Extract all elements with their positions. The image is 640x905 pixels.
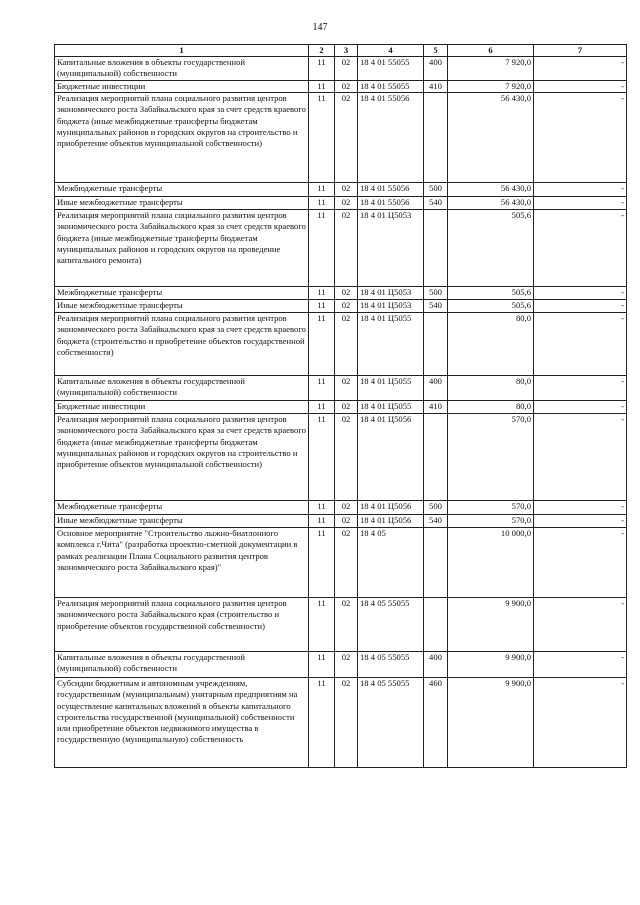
row-subsection: 02 [335,515,358,528]
row-target-code: 18 4 01 Ц5053 [358,300,424,313]
row-section: 11 [309,515,335,528]
row-name: Капитальные вложения в объекты государственной (муниципальной) собственности [55,57,309,81]
row-name: Иные межбюджетные трансферты [55,197,309,210]
table-row [55,376,627,401]
row-col7: - [534,401,627,414]
row-col7: - [534,501,627,515]
row-section: 11 [309,376,335,401]
row-col7: - [534,287,627,300]
row-target-code: 18 4 01 Ц5055 [358,313,424,376]
row-col7: - [534,652,627,678]
row-amount: 9 900,0 [448,598,534,652]
row-name: Реализация мероприятий плана социального развития центров экономического роста Забайкальского края за счет средств краевого бюджета (строительство и приобретение объектов государственной собственности) [55,313,309,376]
row-section: 11 [309,313,335,376]
row-col7: - [534,57,627,81]
row-target-code: 18 4 05 [358,528,424,598]
row-expense-type: 540 [424,515,448,528]
row-section: 11 [309,652,335,678]
page-number: 147 [312,22,328,33]
row-target-code: 18 4 01 Ц5056 [358,414,424,501]
row-subsection: 02 [335,93,358,183]
table-row [55,515,627,528]
row-target-code: 18 4 01 Ц5055 [358,401,424,414]
table-row [55,528,627,598]
row-target-code: 18 4 01 55055 [358,57,424,81]
table-body [55,57,627,768]
row-col7: - [534,313,627,376]
row-col7: - [534,528,627,598]
row-amount: 9 900,0 [448,678,534,768]
row-expense-type [424,528,448,598]
row-name: Реализация мероприятий плана социального развития центров экономического роста Забайкальского края за счет средств краевого бюджета (иные межбюджетные трансферты бюджетам муниципальных районов и городских округов на строительство и приобретение объектов муниципальной собственности) [55,414,309,501]
table-row [55,300,627,313]
row-amount: 56 430,0 [448,93,534,183]
row-subsection: 02 [335,501,358,515]
header-col-5: 5 [424,45,448,57]
table-row [55,197,627,210]
row-subsection: 02 [335,376,358,401]
header-row [55,45,627,57]
row-section: 11 [309,528,335,598]
row-expense-type: 410 [424,401,448,414]
row-expense-type [424,414,448,501]
row-name: Межбюджетные трансферты [55,183,309,197]
row-subsection: 02 [335,183,358,197]
row-subsection: 02 [335,287,358,300]
row-subsection: 02 [335,210,358,287]
row-subsection: 02 [335,401,358,414]
row-name: Капитальные вложения в объекты государственной (муниципальной) собственности [55,652,309,678]
table-row [55,501,627,515]
row-target-code: 18 4 01 55056 [358,197,424,210]
row-col7: - [534,197,627,210]
row-target-code: 18 4 05 55055 [358,678,424,768]
row-name: Реализация мероприятий плана социального развития центров экономического роста Забайкальского края (строительство и приобретение объектов государственной собственности) [55,598,309,652]
row-subsection: 02 [335,414,358,501]
row-section: 11 [309,501,335,515]
row-amount: 570,0 [448,501,534,515]
row-subsection: 02 [335,528,358,598]
row-target-code: 18 4 05 55055 [358,598,424,652]
row-expense-type: 500 [424,287,448,300]
row-section: 11 [309,197,335,210]
row-name: Межбюджетные трансферты [55,501,309,515]
row-col7: - [534,81,627,93]
table-row [55,81,627,93]
row-name: Бюджетные инвестиции [55,81,309,93]
table-row [55,678,627,768]
row-amount: 56 430,0 [448,197,534,210]
row-expense-type: 540 [424,300,448,313]
row-name: Основное мероприятие "Строительство лыжно-биатлонного комплекса г.Чита" (разработка проектно-сметной документации в рамках реализации Плана Социального развития центров экономического роста Забайкальского края)" [55,528,309,598]
row-section: 11 [309,287,335,300]
row-col7: - [534,414,627,501]
row-target-code: 18 4 05 55055 [358,652,424,678]
row-subsection: 02 [335,598,358,652]
row-target-code: 18 4 01 Ц5055 [358,376,424,401]
table-row [55,414,627,501]
row-section: 11 [309,678,335,768]
row-expense-type: 400 [424,57,448,81]
row-amount: 9 900,0 [448,652,534,678]
row-expense-type: 400 [424,652,448,678]
row-name: Иные межбюджетные трансферты [55,300,309,313]
row-expense-type: 540 [424,197,448,210]
row-amount: 80,0 [448,401,534,414]
row-name: Субсидии бюджетным и автономным учреждениям, государственным (муниципальным) унитарным предприятиям на осуществление капитальных вложений в объекты капитального строительства государственной (муниципальной) собственности или приобретение объектов недвижимого имущества в государственную (муниципальную) собственность [55,678,309,768]
row-amount: 80,0 [448,376,534,401]
row-amount: 10 000,0 [448,528,534,598]
row-section: 11 [309,183,335,197]
row-section: 11 [309,81,335,93]
header-col-2: 2 [309,45,335,57]
row-col7: - [534,598,627,652]
row-amount: 7 920,0 [448,81,534,93]
row-target-code: 18 4 01 55056 [358,183,424,197]
header-col-6: 6 [448,45,534,57]
row-name: Иные межбюджетные трансферты [55,515,309,528]
budget-table [54,44,627,768]
row-col7: - [534,210,627,287]
row-target-code: 18 4 01 Ц5053 [358,287,424,300]
row-subsection: 02 [335,197,358,210]
row-expense-type [424,93,448,183]
header-col-1: 1 [55,45,309,57]
row-target-code: 18 4 01 Ц5056 [358,501,424,515]
header-col-7: 7 [534,45,627,57]
table-row [55,401,627,414]
row-col7: - [534,183,627,197]
row-subsection: 02 [335,300,358,313]
row-section: 11 [309,300,335,313]
row-section: 11 [309,598,335,652]
row-subsection: 02 [335,57,358,81]
table-row [55,287,627,300]
table-row [55,93,627,183]
row-amount: 80,0 [448,313,534,376]
row-subsection: 02 [335,81,358,93]
row-target-code: 18 4 01 Ц5053 [358,210,424,287]
row-col7: - [534,515,627,528]
row-subsection: 02 [335,678,358,768]
row-target-code: 18 4 01 Ц5056 [358,515,424,528]
row-section: 11 [309,401,335,414]
row-name: Капитальные вложения в объекты государственной (муниципальной) собственности [55,376,309,401]
table-row [55,183,627,197]
row-amount: 570,0 [448,515,534,528]
row-col7: - [534,300,627,313]
table-row [55,652,627,678]
row-amount: 505,6 [448,210,534,287]
row-subsection: 02 [335,652,358,678]
row-amount: 7 920,0 [448,57,534,81]
row-col7: - [534,93,627,183]
row-target-code: 18 4 01 55056 [358,93,424,183]
row-expense-type [424,313,448,376]
row-expense-type: 500 [424,501,448,515]
row-amount: 505,6 [448,300,534,313]
row-expense-type: 460 [424,678,448,768]
row-amount: 56 430,0 [448,183,534,197]
header-col-3: 3 [335,45,358,57]
row-col7: - [534,678,627,768]
table-row [55,598,627,652]
row-subsection: 02 [335,313,358,376]
row-name: Бюджетные инвестиции [55,401,309,414]
row-section: 11 [309,414,335,501]
row-name: Межбюджетные трансферты [55,287,309,300]
row-amount: 570,0 [448,414,534,501]
table-row [55,313,627,376]
row-col7: - [534,376,627,401]
header-col-4: 4 [358,45,424,57]
row-section: 11 [309,57,335,81]
row-expense-type: 410 [424,81,448,93]
row-expense-type [424,210,448,287]
row-target-code: 18 4 01 55055 [358,81,424,93]
row-expense-type: 500 [424,183,448,197]
row-name: Реализация мероприятий плана социального развития центров экономического роста Забайкальского края за счет средств краевого бюджета (иные межбюджетные трансферты бюджетам муниципальных районов и городских округов на проведение капитального ремонта) [55,210,309,287]
row-expense-type: 400 [424,376,448,401]
row-amount: 505,6 [448,287,534,300]
row-expense-type [424,598,448,652]
row-name: Реализация мероприятий плана социального развития центров экономического роста Забайкальского края за счет средств краевого бюджета (иные межбюджетные трансферты бюджетам муниципальных районов и городских округов на строительство и приобретение объектов муниципальной собственности) [55,93,309,183]
row-section: 11 [309,93,335,183]
table-row [55,210,627,287]
table-row [55,57,627,81]
row-section: 11 [309,210,335,287]
